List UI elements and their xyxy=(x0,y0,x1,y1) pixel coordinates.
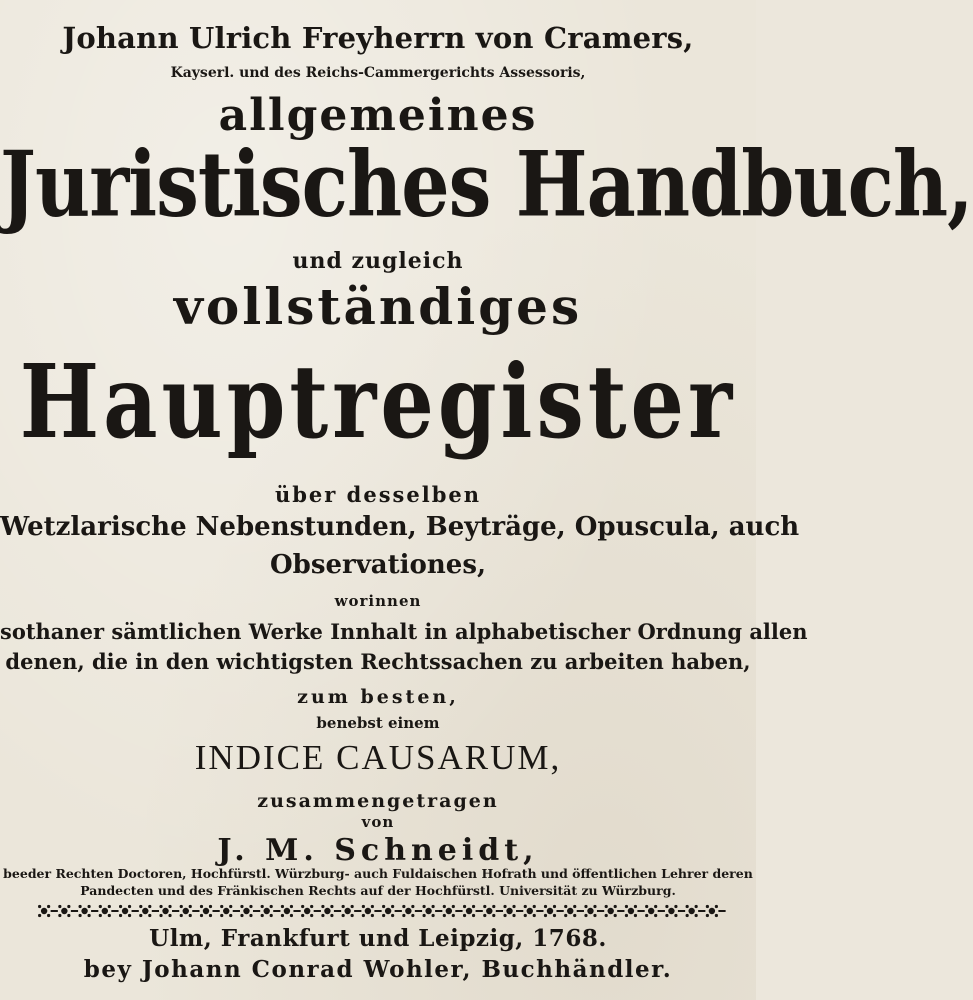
title-line-2: Juristisches Handbuch, xyxy=(0,131,973,237)
fleuron-icon xyxy=(665,905,685,917)
fleuron-icon xyxy=(301,905,321,917)
compiler-title-2: Pandecten und des Fränkischen Rechts auf der Hochfürstl. Universität zu Würzburg. xyxy=(80,883,676,898)
fleuron-icon xyxy=(180,905,200,917)
fleuron-icon xyxy=(605,905,625,917)
office-line: Kayserl. und des Reichs-Cammergerichts Assessoris, xyxy=(170,65,586,81)
description-line-1: über desselben xyxy=(274,482,482,507)
fleuron-icon xyxy=(159,905,179,917)
compiled-line-1: zusammengetragen xyxy=(257,790,499,812)
fleuron-icon xyxy=(200,905,220,917)
fleuron-icon xyxy=(78,905,98,917)
fleuron-icon xyxy=(422,905,442,917)
fleuron-icon xyxy=(503,905,523,917)
compiled-line-2: von xyxy=(361,813,395,831)
fleuron-icon xyxy=(240,905,260,917)
fleuron-icon xyxy=(38,905,58,917)
compiler-title-1: beeder Rechten Doctoren, Hochfürstl. Würzburg- auch Fuldaischen Hofrath und öffentlichen Lehrer deren xyxy=(3,866,753,881)
description-line-3: Observationes, xyxy=(269,550,487,580)
ornament-rule xyxy=(34,902,722,920)
fleuron-icon xyxy=(483,905,503,917)
fleuron-icon xyxy=(220,905,240,917)
fleuron-icon xyxy=(584,905,604,917)
title-line-3: und zugleich xyxy=(292,248,464,274)
fleuron-icon xyxy=(706,905,726,917)
fleuron-icon xyxy=(625,905,645,917)
description-line-7: zum besten, xyxy=(297,686,459,708)
fleuron-icon xyxy=(139,905,159,917)
index-title: INDICE CAUSARUM, xyxy=(194,738,562,777)
fleuron-icon xyxy=(99,905,119,917)
description-line-8: benebst einem xyxy=(316,714,440,732)
fleuron-icon xyxy=(342,905,362,917)
title-line-4: vollständiges xyxy=(173,277,583,336)
fleuron-icon xyxy=(261,905,281,917)
author-line: Johann Ulrich Freyherrn von Cramers, xyxy=(62,21,694,55)
title-line-1: allgemeines xyxy=(218,90,538,141)
fleuron-icon xyxy=(402,905,422,917)
description-line-4: worinnen xyxy=(334,592,422,610)
fleuron-icon xyxy=(321,905,341,917)
fleuron-icon xyxy=(58,905,78,917)
fleuron-icon xyxy=(686,905,706,917)
imprint-publisher: bey Johann Conrad Wohler, Buchhändler. xyxy=(83,956,673,983)
fleuron-icon xyxy=(119,905,139,917)
fleuron-icon xyxy=(281,905,301,917)
description-line-5: sothaner sämtlichen Werke Innhalt in alphabetischer Ordnung allen xyxy=(0,619,808,644)
compiler-name: J. M. Schneidt, xyxy=(217,833,539,868)
fleuron-icon xyxy=(564,905,584,917)
fleuron-icon xyxy=(544,905,564,917)
fleuron-icon xyxy=(645,905,665,917)
fleuron-icon xyxy=(463,905,483,917)
fleuron-icon xyxy=(382,905,402,917)
fleuron-icon xyxy=(362,905,382,917)
imprint-place: Ulm, Frankfurt und Leipzig, 1768. xyxy=(149,925,607,952)
title-line-5: Hauptregister xyxy=(19,342,737,462)
description-line-6: denen, die in den wichtigsten Rechtssachen zu arbeiten haben, xyxy=(5,649,751,674)
fleuron-icon xyxy=(524,905,544,917)
fleuron-icon xyxy=(443,905,463,917)
description-line-2: Wetzlarische Nebenstunden, Beyträge, Opuscula, auch xyxy=(0,512,800,542)
